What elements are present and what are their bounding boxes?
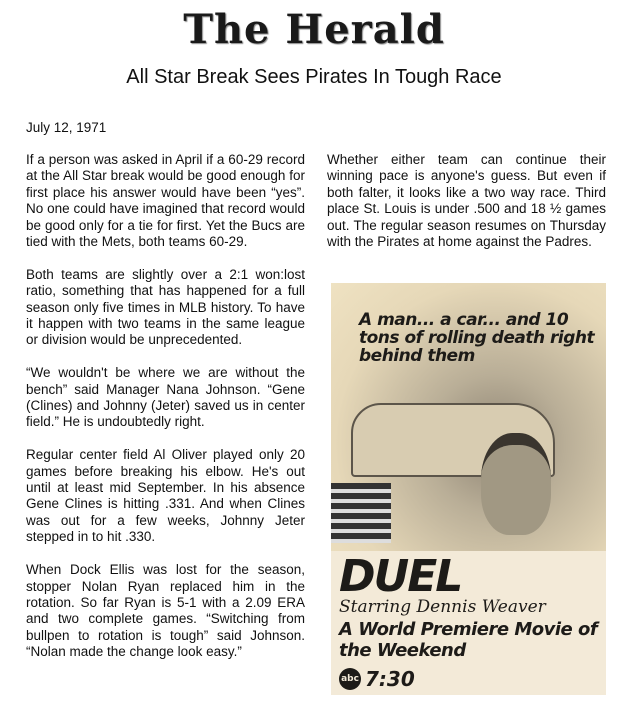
newspaper-masthead: The Herald [183, 6, 445, 53]
ad-tagline: A man... a car... and 10 tons of rolling death right behind them [359, 310, 595, 366]
ad-movie-title: DUEL [339, 551, 462, 602]
article-headline: All Star Break Sees Pirates In Tough Race [126, 66, 502, 88]
article-date: July 12, 1971 [26, 120, 107, 135]
ad-starring: Starring Dennis Weaver [339, 597, 546, 617]
ad-premiere: A World Premiere Movie of the Weekend [339, 619, 598, 661]
ad-time: 7:30 [365, 667, 415, 691]
ad-airtime [339, 667, 415, 691]
article-paragraph: Regular center field Al Oliver played only 20 games before breaking his elbow. He's out until at least mid September. In his absence Gene Clines is hitting .331. And when Clines was out for a few weeks, Johnny Jeter stepped in to hit .330. [26, 447, 305, 545]
abc-logo-icon: abc [339, 668, 361, 690]
article-paragraph: Whether either team can continue their winning pace is anyone's guess. But even if both falter, it looks like a two way race. Third place St. Louis is under .500 and 18 ½ games out. The regular season resumes on Thursday with the Pirates at home against the Padres. [327, 152, 606, 250]
article-paragraph: If a person was asked in April if a 60-29 record at the All Star break would be good enough for first place his answer would have been “yes”. No one could have imagined that record would be good only for a tie for first. Yet the Bucs are tied with the Mets, both teams 60-29. [26, 152, 305, 250]
grille-image [331, 483, 391, 543]
article-paragraph: Both teams are slightly over a 2:1 won:lost ratio, something that has happened for a full season only five times in MLB history. To have it happen with two teams in the same league or division would be unprecedented. [26, 266, 305, 348]
movie-advertisement [331, 283, 606, 695]
article-left-column [26, 152, 305, 677]
article-paragraph: “We wouldn't be where we are without the bench” said Manager Nana Johnson. “Gene (Clines) and Johnny (Jeter) saved us in center field.” He is undoubtedly right. [26, 365, 305, 430]
article-right-column [327, 152, 606, 267]
actor-image [481, 433, 551, 535]
article-paragraph: When Dock Ellis was lost for the season, stopper Nolan Ryan replaced him in the rotation. So far Ryan is 5-1 with a 2.09 ERA and two complete games. “Switching from bullpen to rotation is tough” said Johnson. “Nolan made the change look easy.” [26, 562, 305, 660]
